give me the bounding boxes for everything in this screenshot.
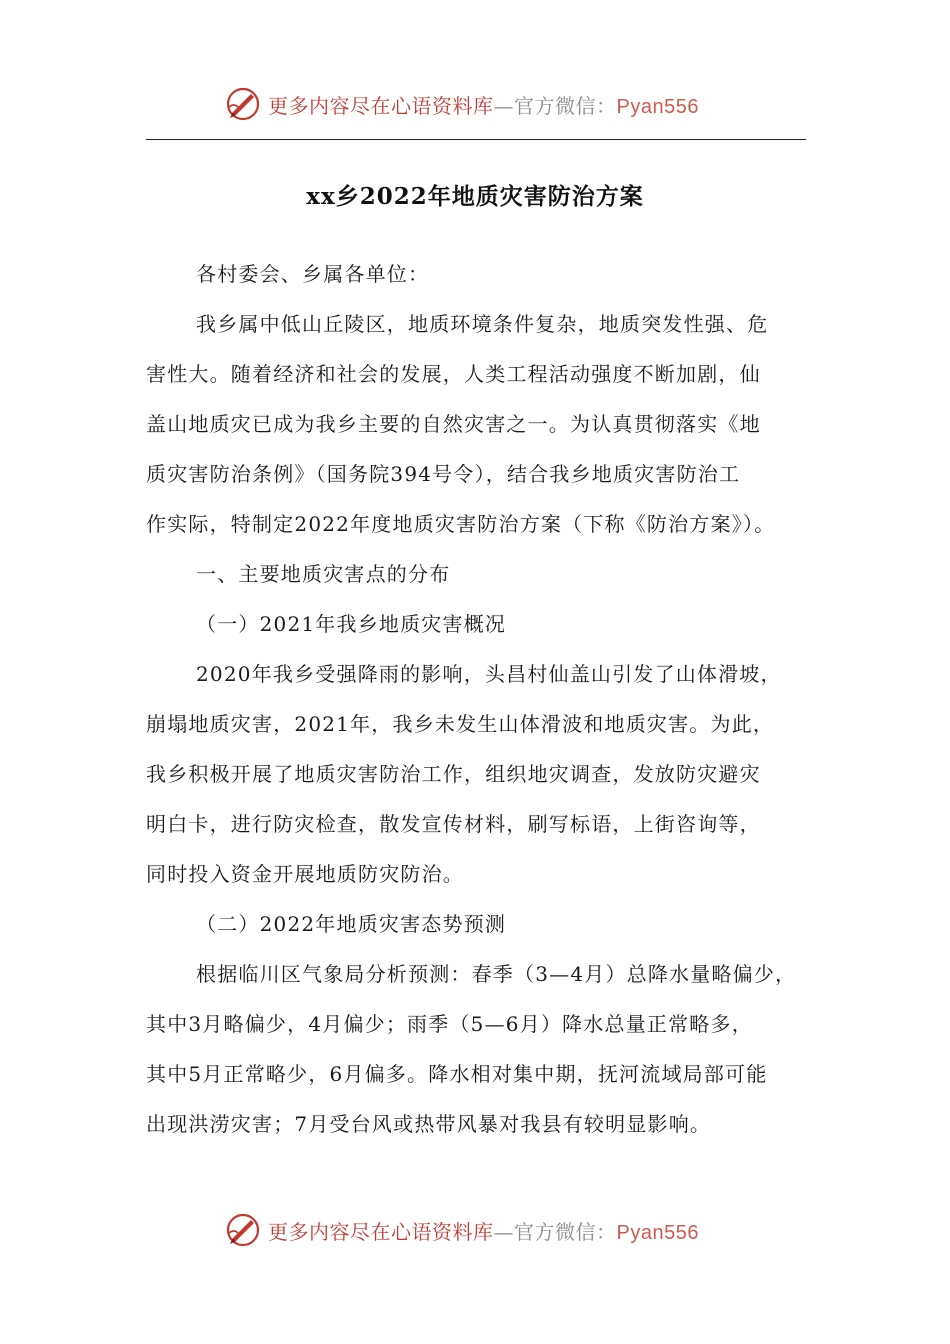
paragraph-line: 崩塌地质灾害，2021年，我乡未发生山体滑波和地质灾害。为此，	[146, 712, 775, 736]
header-banner-text	[268, 90, 699, 119]
header-divider	[146, 139, 806, 140]
paragraph-line: 我乡属中低山丘陵区，地质环境条件复杂，地质突发性强、危	[196, 312, 769, 336]
paragraph-line: 明白卡，进行防灾检查，散发宣传材料，刷写标语，上街咨询等，	[146, 812, 761, 836]
paragraph-line: 作实际，特制定2022年度地质灾害防治方案（下称《防治方案》）。	[146, 512, 776, 536]
footer-banner-text	[268, 1216, 699, 1245]
banner-wechat-id: Pyan556	[616, 95, 699, 118]
paragraph-line: 盖山地质灾已成为我乡主要的自然灾害之一。为认真贯彻落实《地	[146, 412, 761, 436]
paragraph-line: 2020年我乡受强降雨的影响，头昌村仙盖山引发了山体滑坡，	[196, 662, 782, 686]
banner-wechat-id: Pyan556	[616, 1221, 699, 1244]
paragraph-line: 我乡积极开展了地质灾害防治工作，组织地灾调查，发放防灾避灾	[146, 762, 761, 786]
banner-dash: —	[493, 93, 514, 118]
paragraph-line: 其中5月正常略少，6月偏多。降水相对集中期，抚河流域局部可能	[146, 1062, 768, 1086]
paragraph-line: 质灾害防治条例》（国务院394号令），结合我乡地质灾害防治工	[146, 462, 741, 486]
subsection-heading: （二）2022年地质灾害态势预测	[196, 912, 507, 936]
banner-dash: —	[493, 1219, 514, 1244]
banner-main-text: 更多内容尽在心语资料库	[268, 1219, 494, 1244]
salutation: 各村委会、乡属各单位：	[196, 262, 430, 286]
paragraph-line: 出现洪涝灾害；7月受台风或热带风暴对我县有较明显影响。	[146, 1112, 712, 1136]
footer-banner[interactable]	[224, 1208, 744, 1252]
section-heading: 一、主要地质灾害点的分布	[196, 562, 451, 586]
pen-circle-icon	[224, 1211, 262, 1249]
document-title: xx乡2022年地质灾害防治方案	[306, 183, 644, 210]
paragraph-line: 害性大。随着经济和社会的发展，人类工程活动强度不断加剧，仙	[146, 362, 761, 386]
banner-main-text: 更多内容尽在心语资料库	[268, 93, 494, 118]
banner-official-label: 官方微信：	[514, 1219, 617, 1244]
paragraph-line: 同时投入资金开展地质防灾防治。	[146, 862, 464, 886]
paragraph-line: 根据临川区气象局分析预测：春季（3—4月）总降水量略偏少，	[196, 962, 797, 986]
pen-circle-icon	[224, 85, 262, 123]
banner-official-label: 官方微信：	[514, 93, 617, 118]
header-banner[interactable]	[224, 82, 744, 126]
subsection-heading: （一）2021年我乡地质灾害概况	[196, 612, 507, 636]
paragraph-line: 其中3月略偏少，4月偏少；雨季（5—6月）降水总量正常略多，	[146, 1012, 753, 1036]
